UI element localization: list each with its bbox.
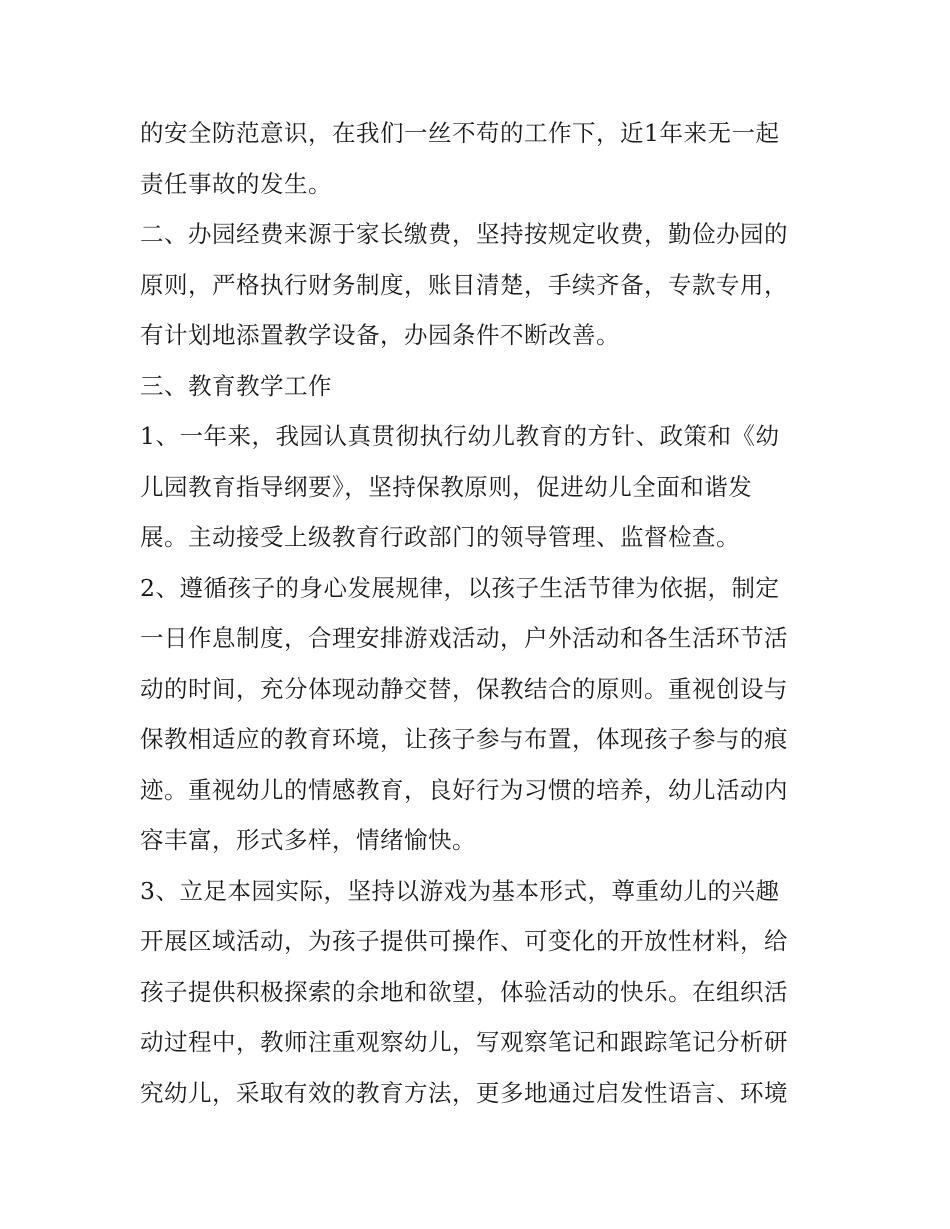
text-line-15: 容丰富，形式多样，情绪愉快。 <box>140 826 476 854</box>
text-line-20: 究幼儿，采取有效的教育方法，更多地通过启发性语言、环境 <box>140 1078 788 1107</box>
text-line-17: 开展区域活动，为孩子提供可操作、可变化的开放性材料，给 <box>140 927 788 955</box>
text-line-1: 的安全防范意识，在我们一丝不苟的工作下，近1年来无一起 <box>140 119 780 147</box>
text-line-3: 二、办园经费来源于家长缴费，坚持按规定收费，勤俭办园的 <box>140 220 788 248</box>
text-line-19: 动过程中，教师注重观察幼儿，写观察笔记和跟踪笔记分析研 <box>140 1028 788 1056</box>
text-line-16: 3、立足本园实际，坚持以游戏为基本形式，尊重幼儿的兴趣 <box>140 876 780 905</box>
text-line-2: 责任事故的发生。 <box>140 169 332 198</box>
text-line-11: 一日作息制度，合理安排游戏活动，户外活动和各生活环节活 <box>140 624 788 652</box>
document-body <box>140 108 820 1118</box>
text-line-12: 动的时间，充分体现动静交替，保教结合的原则。重视创设与 <box>140 674 788 703</box>
text-line-9: 展。主动接受上级教育行政部门的领导管理、监督检查。 <box>140 523 740 551</box>
text-line-13: 保教相适应的教育环境，让孩子参与布置，体现孩子参与的痕 <box>140 725 788 753</box>
text-line-18: 孩子提供积极探索的余地和欲望，体验活动的快乐。在组织活 <box>140 977 788 1006</box>
text-line-14: 迹。重视幼儿的情感教育，良好行为习惯的培养，幼儿活动内 <box>140 775 788 804</box>
text-line-4: 原则，严格执行财务制度，账目清楚，手续齐备，专款专用， <box>140 270 788 299</box>
text-line-7: 1、一年来，我园认真贯彻执行幼儿教育的方针、政策和《幼 <box>140 422 780 450</box>
text-line-8: 儿园教育指导纲要》，坚持保教原则，促进幼儿全面和谐发 <box>140 472 753 501</box>
text-line-10: 2、遵循孩子的身心发展规律，以孩子生活节律为依据，制定 <box>140 573 780 602</box>
text-line-5: 有计划地添置教学设备，办园条件不断改善。 <box>140 321 620 349</box>
section-heading: 三、教育教学工作 <box>140 371 332 400</box>
